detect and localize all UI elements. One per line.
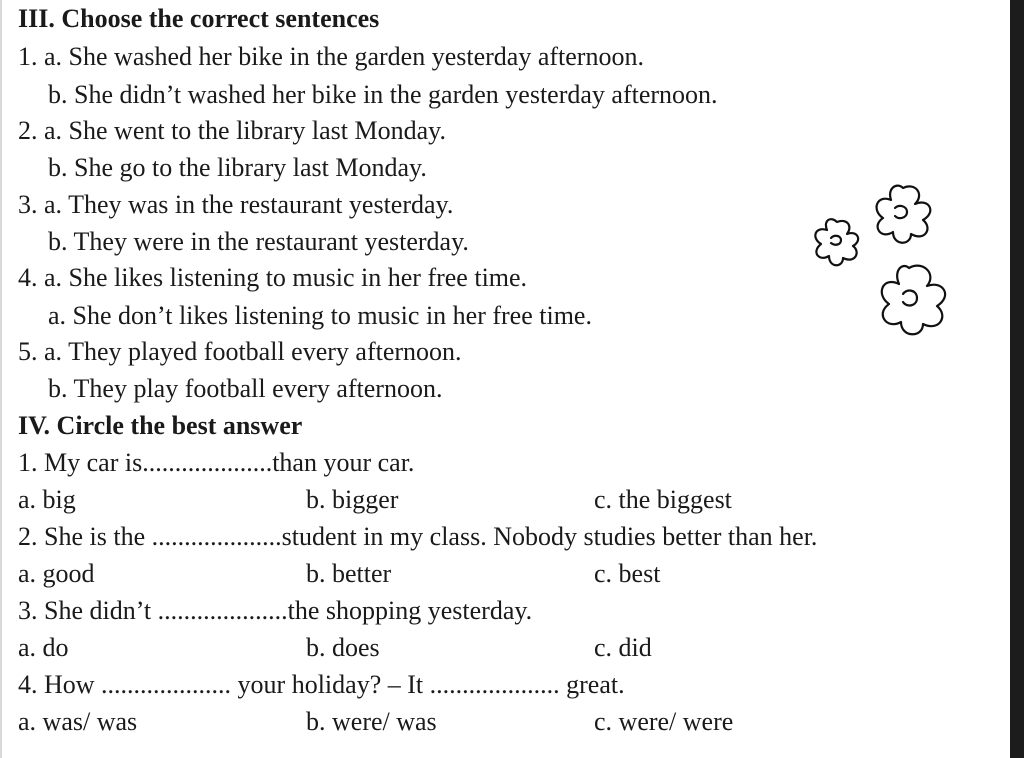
- s3-q4-b: a. She don’t likes listening to music in her free time.: [48, 301, 592, 330]
- flower-icon: [877, 186, 931, 243]
- s4-q2-option-c[interactable]: c. best: [594, 559, 661, 588]
- s4-q2-option-a[interactable]: a. good: [18, 559, 95, 588]
- s4-q2-option-b[interactable]: b. better: [306, 559, 392, 588]
- right-edge: [1010, 0, 1024, 758]
- s3-q3-a: 3. a. They was in the restaurant yesterday.: [18, 190, 454, 219]
- s4-q1-stem: 1. My car is....................than your car.: [18, 448, 415, 477]
- s4-q1-option-c[interactable]: c. the biggest: [594, 485, 732, 514]
- s4-q4-option-b[interactable]: b. were/ was: [306, 707, 437, 736]
- s4-q4-option-a[interactable]: a. was/ was: [18, 707, 138, 736]
- s4-q1-option-a[interactable]: a. big: [18, 485, 76, 514]
- flower-icon: [882, 266, 945, 335]
- s3-q2-a: 2. a. She went to the library last Monday.: [18, 116, 446, 145]
- left-edge: [0, 0, 2, 758]
- s3-q5-a: 5. a. They played football every afternoon.: [18, 337, 462, 366]
- s3-q4-a: 4. a. She likes listening to music in her free time.: [18, 263, 528, 292]
- s3-q3-b: b. They were in the restaurant yesterday.: [48, 227, 469, 256]
- section-4-title: IV. Circle the best answer: [18, 411, 303, 440]
- section-3-title: III. Choose the correct sentences: [18, 4, 380, 33]
- s3-q1-a: 1. a. She washed her bike in the garden yesterday afternoon.: [18, 42, 644, 71]
- s4-q3-option-a[interactable]: a. do: [18, 633, 69, 662]
- flower-doodles: [795, 180, 965, 340]
- s3-q2-b: b. She go to the library last Monday.: [48, 153, 427, 182]
- s4-q4-stem: 4. How .................... your holiday? – It .................... great.: [18, 670, 625, 699]
- s3-q5-b: b. They play football every afternoon.: [48, 374, 443, 403]
- s4-q1-option-b[interactable]: b. bigger: [306, 485, 399, 514]
- s4-q3-option-b[interactable]: b. does: [306, 633, 380, 662]
- s4-q2-stem: 2. She is the ....................student in my class. Nobody studies better than her.: [18, 522, 818, 551]
- flower-icon: [815, 219, 858, 265]
- s3-q1-b: b. She didn’t washed her bike in the garden yesterday afternoon.: [48, 80, 718, 109]
- s4-q3-stem: 3. She didn’t ....................the shopping yesterday.: [18, 596, 533, 625]
- s4-q3-option-c[interactable]: c. did: [594, 633, 652, 662]
- s4-q4-option-c[interactable]: c. were/ were: [594, 707, 734, 736]
